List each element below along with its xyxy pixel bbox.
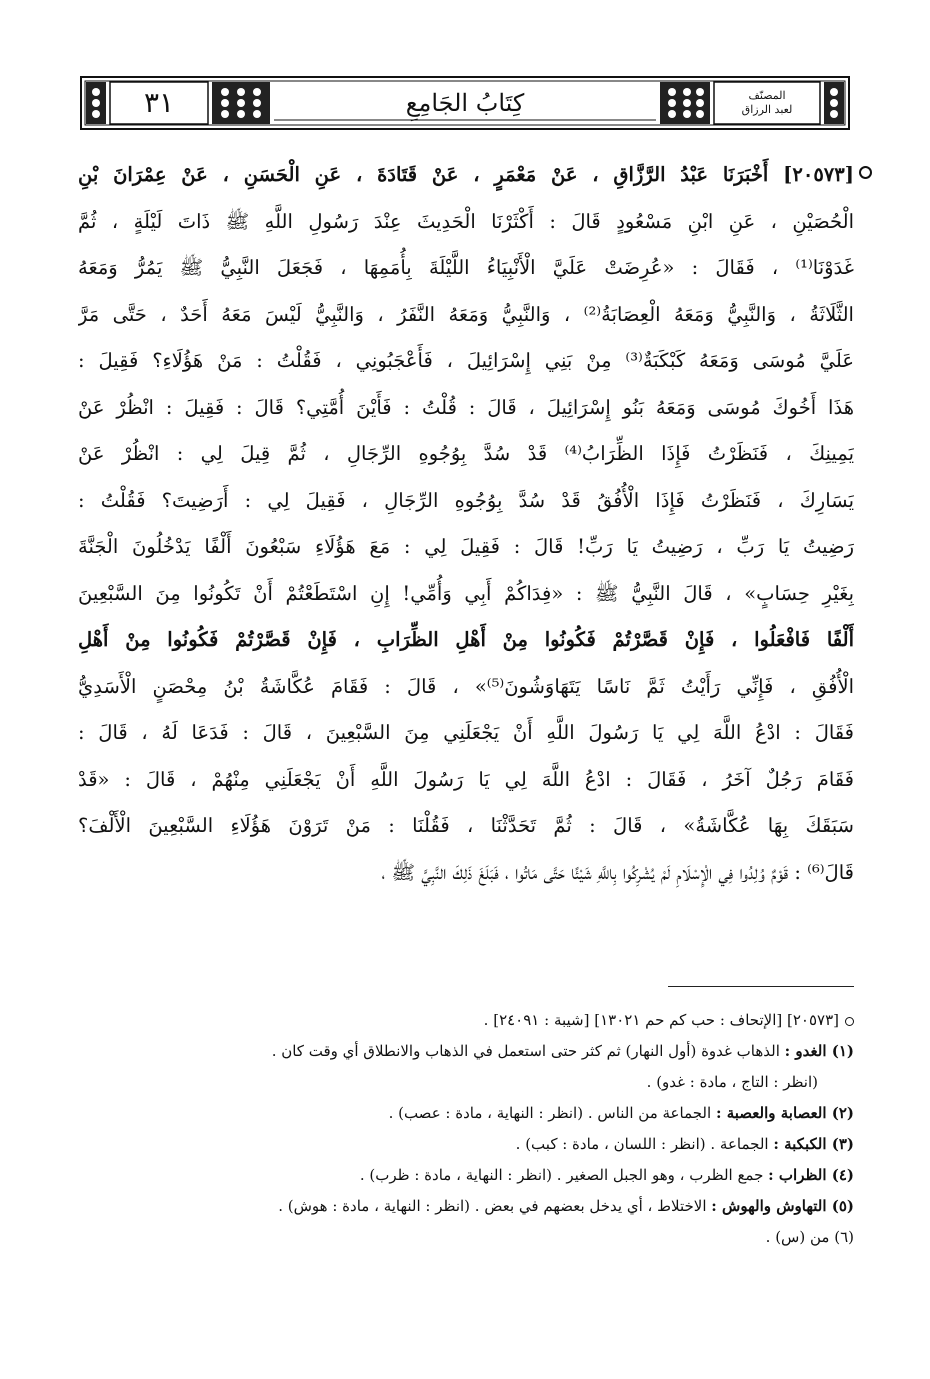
footnote-item (78, 1067, 854, 1098)
book-name-line2: لعبد الرزاق (741, 103, 793, 116)
hadith-line: فَقَالَ : ادْعُ اللَّهَ لِي يَا رَسُولَ اللَّهِ أَنْ يَجْعَلَنِي مِنَ السَّبْعِينَ ، قَالَ : فَدَعَا لَهُ ، قَالَ : (78, 721, 854, 744)
hadith-line: أَلْفًا فَافْعَلُوا ، فَإِنْ قَصَّرْتُمْ فَكُونُوا مِنْ أَهْلِ الظِّرَابِ ، فَإِنْ قَصَّرْتُمْ فَكُونُوا مِنْ أَهْلِ (78, 628, 854, 651)
hadith-marker-icon (859, 166, 872, 179)
hadith-line: فَقَامَ رَجُلٌ آخَرُ ، فَقَالَ : ادْعُ اللَّهَ لِي يَا رَسُولَ اللَّهِ أَنْ يَجْعَلَنِي مِنْهُمْ ، قَالَ : «قَدْ (78, 767, 854, 791)
footnote-text: الجماعة . (انظر : اللسان ، مادة : كبب) . (515, 1135, 774, 1153)
hadith-line: الثَّلَاثَةُ ، وَالنَّبِيُّ وَمَعَهُ الْعِصَابَةُ⁽²⁾ ، وَالنَّبِيُّ وَمَعَهُ النَّفَرُ ، وَالنَّبِيُّ لَيْسَ مَعَهُ أَحَدٌ ، حَتَّى مَرَّ (78, 302, 854, 326)
source-reference-text: [٢٠٥٧٣] [الإتحاف : حب كم حم ١٣٠٢١] [شيبة : ٢٤٠٩١] . (483, 1011, 839, 1029)
page-number: ٣١ (143, 86, 175, 119)
footnote-term: (٤) الظراب : (768, 1166, 854, 1184)
hadith-line: قَالَ⁽⁶⁾ : قَوْمٌ وُلِدُوا فِي الْإِسْلَامِ لَمْ يُشْرِكُوا بِاللَّهِ شَيْئًا حَتَّى مَاتُوا ، فَبَلَغَ ذَلِكَ النَّبِيَّ ﷺ ، (381, 860, 854, 884)
hadith-body (78, 152, 854, 896)
footnote-text: الجماعة من الناس . (انظر : النهاية ، مادة : عصب) . (388, 1104, 716, 1122)
reference-marker-icon (845, 1017, 854, 1026)
footnote-term: (٣) الكبكبة : (773, 1135, 854, 1153)
footnote-text: جمع الظرب ، وهو الجبل الصغير . (انظر : النهاية ، مادة : ظرب) . (359, 1166, 769, 1184)
footnote-item (78, 1160, 854, 1191)
footnote-term: (٢) العصابة والعصبة : (715, 1104, 854, 1122)
hadith-line: يَمِينِكَ ، فَنَظَرْتُ فَإِذَا الظِّرَابُ⁽⁴⁾ قَدْ سُدَّ بِوُجُوهِ الرِّجَالِ ، ثُمَّ قِيلَ لِي : انْظُرْ عَنْ (78, 442, 854, 465)
book-name-line1: المصنّف (748, 89, 786, 102)
hadith-line: رَضِيتُ يَا رَبِّ ، رَضِيتُ يَا رَبِّ! قَالَ : فَقِيلَ لِي : مَعَ هَؤُلَاءِ سَبْعُونَ أَلْفًا يَدْخُلُونَ الْجَنَّةَ (78, 535, 854, 558)
hadith-line: بِغَيْرِ حِسَابٍ» ، قَالَ النَّبِيُّ ﷺ : «فِدَاكُمْ أَبِي وَأُمِّي! إِنِ اسْتَطَعْتُمْ أَنْ تَكُونُوا مِنَ السَّبْعِينَ (78, 581, 854, 605)
footnote-item (78, 1129, 854, 1160)
hadith-line: الْأُفُقِ ، فَإِنِّي رَأَيْتُ ثَمَّ نَاسًا يَتَهَاوَشُونَ⁽⁵⁾» ، قَالَ : فَقَامَ عُكَّاشَةُ بْنُ مِحْصَنٍ الْأَسَدِيُّ (78, 674, 854, 698)
section-title: كِتَابُ الجَامِعِ (405, 89, 525, 117)
hadith-line: غَدَوْنَا⁽¹⁾ ، فَقَالَ : «عُرِضَتْ عَلَيَّ الْأَنْبِيَاءُ اللَّيْلَةَ بِأُمَمِهَا ، فَجَعَلَ النَّبِيُّ ﷺ يَمُرُّ وَمَعَهُ (78, 256, 854, 279)
footnote-text: (انظر : التاج ، مادة : غدو) . (646, 1073, 818, 1091)
hadith-line: سَبَقَكَ بِهَا عُكَّاشَةُ» ، قَالَ : ثُمَّ تَحَدَّثْنَا ، فَقُلْنَا : مَنْ تَرَوْنَ هَؤُلَاءِ السَّبْعِينَ الْأَلْفَ؟ (78, 814, 854, 837)
footnotes (78, 1005, 854, 1253)
footnote-item (78, 1191, 854, 1222)
footnote-item (78, 1098, 854, 1129)
hadith-line: الْحُصَيْنِ ، عَنِ ابْنِ مَسْعُودٍ قَالَ : أَكْثَرْنَا الْحَدِيثَ عِنْدَ رَسُولِ اللَّهِ ﷺ ذَاتَ لَيْلَةٍ ، ثُمَّ (78, 209, 854, 233)
footnote-text: الذهاب غدوة (أول النهار) ثم كثر حتى استعمل في الذهاب والانطلاق أي وقت كان . (271, 1042, 785, 1060)
footnote-item (78, 1036, 854, 1067)
footnote-term: (٥) التهاوش والهوش : (711, 1197, 854, 1215)
footnote-item (78, 1222, 854, 1253)
footnote-text: الاختلاط ، أي يدخل بعضهم في بعض . (انظر : النهاية ، مادة : هوش) . (278, 1197, 712, 1215)
footnote-separator (668, 986, 854, 987)
footnote-term: (١) الغدو : (784, 1042, 854, 1060)
footnote-text: (٦) من (س) . (765, 1228, 854, 1246)
hadith-line: يَسَارِكَ ، فَنَظَرْتُ فَإِذَا الْأُفُقُ قَدْ سُدَّ بِوُجُوهِ الرِّجَالِ ، فَقِيلَ لِي : أَرَضِيتَ؟ فَقُلْتُ : (78, 488, 854, 512)
source-reference (78, 1005, 854, 1036)
hadith-line: هَذَا أَخُوكَ مُوسَى وَمَعَهُ بَنُو إِسْرَائِيلَ ، قَالَ : قُلْتُ : فَأَيْنَ أُمَّتِي؟ قَالَ : فَقِيلَ : انْظُرْ عَنْ (78, 395, 854, 419)
book-name-cartouche (714, 76, 820, 130)
page-header (80, 76, 850, 130)
hadith-line: [٢٠٥٧٣] أَخْبَرَنَا عَبْدُ الرَّزَّاقِ ، عَنْ مَعْمَرٍ ، عَنْ قَتَادَةَ ، عَنِ الْحَسَنِ ، عَنْ عِمْرَانَ بْنِ (78, 163, 854, 186)
hadith-line: عَلَيَّ مُوسَى وَمَعَهُ كَبْكَبَةٌ⁽³⁾ مِنْ بَنِي إِسْرَائِيلَ ، فَأَعْجَبُونِي ، فَقُلْتُ : مَنْ هَؤُلَاءِ؟ فَقِيلَ : (78, 349, 854, 372)
